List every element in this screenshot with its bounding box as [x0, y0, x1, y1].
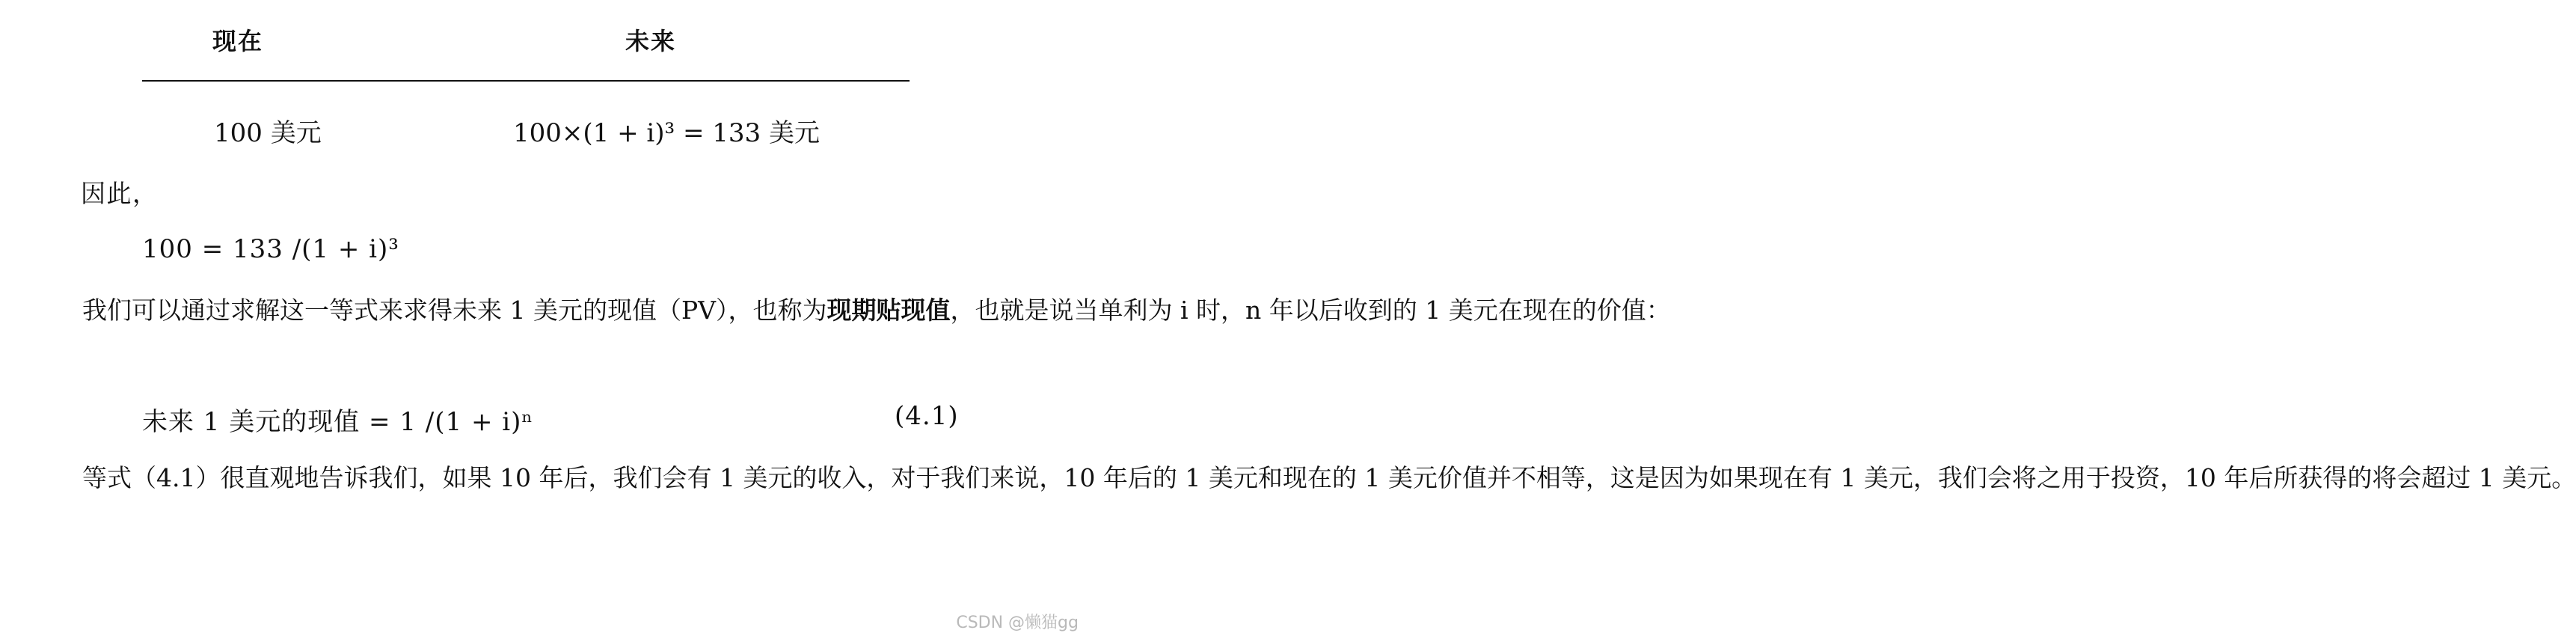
term-present-discounted-value: 现期贴现值 [827, 296, 951, 325]
table-value-now: 100 美元 [214, 118, 322, 148]
paragraph1-text-before: 我们可以通过求解这一等式来求得未来 1 美元的现值（PV），也称为 [82, 296, 827, 325]
equation-number: (4.1) [895, 401, 959, 431]
paragraph-explanation: 等式（4.1）很直观地告诉我们，如果 10 年后，我们会有 1 美元的收入，对于我们来说，10 年后的 1 美元和现在的 1 美元价值并不相等，这是因为如果现在有 1 美元，我们会将之用于投资，10 年后所获得的将会超过 1 美元。 [82, 463, 2576, 492]
table-header-future: 未来 [625, 27, 677, 55]
equation-present-value: 100 = 133 /(1 + i)³ [142, 234, 399, 264]
table-value-future: 100×(1 + i)³ = 133 美元 [513, 118, 820, 148]
csdn-watermark: CSDN @懒猫gg [956, 614, 1079, 632]
table-header-now: 现在 [212, 27, 264, 55]
table-rule [142, 80, 910, 82]
equation-4-1: 未来 1 美元的现值 = 1 /(1 + i)ⁿ [142, 407, 534, 437]
therefore-text: 因此， [81, 179, 159, 208]
paragraph1-text-after: ，也就是说当单利为 i 时，n 年以后收到的 1 美元在现在的价值： [950, 296, 1671, 325]
paragraph-present-value-definition [16, 287, 1671, 334]
